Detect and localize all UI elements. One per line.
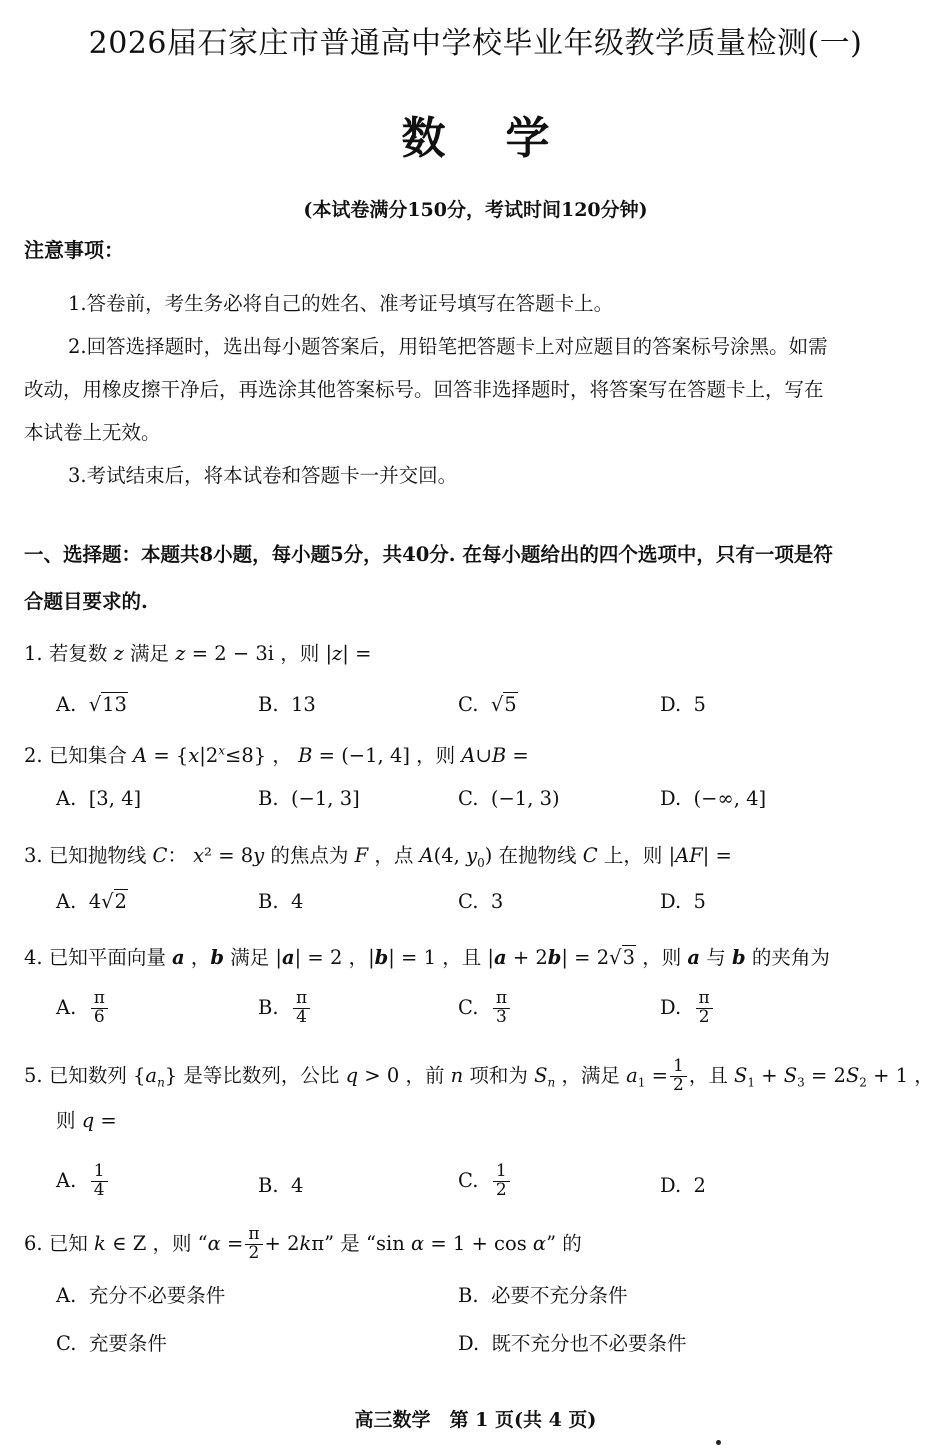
- q6-option-a: A. 充分不必要条件: [56, 1284, 226, 1307]
- q3-option-c: C. 3: [458, 890, 504, 913]
- subject-title: 数学: [401, 113, 610, 164]
- q3-option-b: B. 4: [258, 890, 304, 913]
- score-note: (本试卷满分150分，考试时间120分钟): [303, 199, 648, 221]
- fraction: $\frac{1}{2}$: [670, 1058, 687, 1095]
- q1-option-c: C. √5: [458, 693, 517, 716]
- notice-item-2-line-2: 改动，用橡皮擦干净后，再选涂其他答案标号。回答非选择题时，将答案写在答题卡上，写在: [24, 378, 824, 401]
- question-4: 4. 已知平面向量 a ，b 满足 |a| = 2 ，|b| = 1 ，且 |a + 2b| = 2√3 ，则 a 与 b 的夹角为: [24, 946, 830, 969]
- q3-option-d: D. 5: [660, 890, 706, 913]
- fraction: $\frac{\pi}{4}$: [293, 990, 310, 1027]
- q3-option-a: A. 4√2: [56, 890, 127, 913]
- question-6: 6. 已知 k ∈ Z ，则 “α = $\frac{\pi}{2}$ + 2kπ” 是 “sin α = 1 + cos α” 的: [24, 1224, 582, 1263]
- exam-title: 2026届石家庄市普通高中学校毕业年级教学质量检测(一): [88, 26, 863, 61]
- q6-option-b: B. 必要不充分条件: [458, 1284, 628, 1307]
- fraction: $\frac{\pi}{2}$: [696, 990, 713, 1027]
- fraction: $\frac{\pi}{3}$: [493, 990, 510, 1027]
- fraction: $\frac{1}{4}$: [91, 1163, 108, 1200]
- q1-option-b: B. 13: [258, 693, 316, 716]
- q5-option-a: A. $\frac{1}{4}$: [56, 1163, 110, 1200]
- q2-option-b: B. (−1, 3]: [258, 787, 360, 810]
- q1-option-d: D. 5: [660, 693, 706, 716]
- q4-option-d: D. $\frac{\pi}{2}$: [660, 990, 715, 1027]
- question-5: 5. 已知数列 $\{a_n\}$ 是等比数列，公比 q > 0 ，前 n 项和为 $S_n$ ，满足 $a_1$ = $\frac{1}{2}$ ，且 $S_1 + S_3 = 2S_2 + 1$ ，: [24, 1056, 934, 1095]
- question-3: 3. 已知抛物线 C： x² = 8y 的焦点为 F ，点 A(4, $y_0$) 在抛物线 C 上，则 |AF| =: [24, 844, 732, 870]
- question-1: 1. 若复数 z 满足 z = 2 − 3i ，则 |z| =: [24, 642, 372, 665]
- notice-heading: 注意事项：: [24, 238, 124, 262]
- sqrt-expression: √13: [88, 693, 127, 716]
- q2-option-d: D. (−∞, 4]: [660, 787, 767, 810]
- q4-option-a: A. $\frac{\pi}{6}$: [56, 990, 110, 1027]
- question-number: 1.: [24, 642, 43, 665]
- sqrt-expression: √2: [101, 890, 127, 913]
- q1-option-a: A. √13: [56, 693, 127, 716]
- section-heading-line-2: 合题目要求的.: [24, 590, 148, 613]
- question-2: 2. 已知集合 $A = \{x|2^x\le 8\}$ ， B = (−1, 4] ，则 A∪B =: [24, 743, 529, 767]
- q5-option-d: D. 2: [660, 1174, 706, 1197]
- notice-item-2-line-1: 2.回答选择题时，选出每小题答案后，用铅笔把答题卡上对应题目的答案标号涂黑。如需: [68, 335, 828, 358]
- q5-option-b: B. 4: [258, 1174, 304, 1197]
- q5-option-c: C. $\frac{1}{2}$: [458, 1163, 512, 1200]
- notice-item-3: 3.考试结束后，将本试卷和答题卡一并交回。: [68, 464, 458, 487]
- page-footer: 高三数学 第 1 页(共 4 页): [354, 1409, 597, 1431]
- fraction: $\frac{\pi}{2}$: [245, 1226, 262, 1263]
- notice-item-2-line-3: 本试卷上无效。: [24, 421, 161, 444]
- q2-option-c: C. (−1, 3): [458, 787, 560, 810]
- fraction: $\frac{\pi}{6}$: [91, 990, 108, 1027]
- q2-option-a: A. [3, 4]: [56, 787, 142, 810]
- q6-option-c: C. 充要条件: [56, 1332, 167, 1355]
- fraction: $\frac{1}{2}$: [493, 1163, 510, 1200]
- sqrt-expression: √3: [609, 946, 635, 969]
- scan-speck: [716, 1440, 721, 1445]
- q4-option-c: C. $\frac{\pi}{3}$: [458, 990, 512, 1027]
- question-5-line-2: 则 q =: [56, 1109, 117, 1132]
- sqrt-expression: √5: [490, 693, 517, 716]
- q4-option-b: B. $\frac{\pi}{4}$: [258, 990, 312, 1027]
- notice-item-1: 1.答卷前，考生务必将自己的姓名、准考证号填写在答题卡上。: [68, 292, 614, 315]
- q6-option-d: D. 既不充分也不必要条件: [458, 1332, 687, 1355]
- section-heading-line-1: 一、选择题：本题共8小题，每小题5分，共40分. 在每小题给出的四个选项中，只有一项是符: [24, 543, 833, 566]
